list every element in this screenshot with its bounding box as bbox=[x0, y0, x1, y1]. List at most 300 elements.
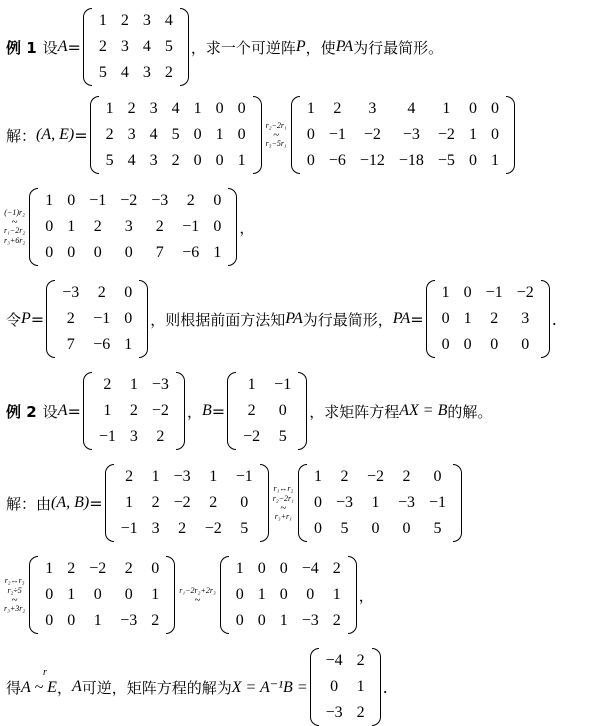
matrix-body bbox=[319, 648, 372, 726]
period: . bbox=[551, 309, 557, 329]
matrix-entry: 0 bbox=[45, 244, 54, 261]
matrix-entry: 2 bbox=[127, 100, 136, 117]
matrix-row bbox=[236, 424, 298, 450]
row-op-5 bbox=[179, 586, 215, 604]
matrix-entry: 3 bbox=[142, 64, 151, 81]
row-op-text: r₁−2r₂ bbox=[4, 226, 26, 235]
matrix-entry: 1 bbox=[209, 468, 218, 485]
matrix-entry: 0 bbox=[468, 152, 477, 169]
row-op-3 bbox=[273, 484, 294, 522]
equals-sign: = bbox=[410, 309, 424, 329]
matrix-entry: 1 bbox=[279, 612, 288, 629]
bracket-left bbox=[29, 188, 38, 266]
matrix-step-b3 bbox=[29, 556, 175, 634]
solution-2-line-1 bbox=[6, 464, 464, 542]
matrix-entry: 0 bbox=[124, 284, 133, 301]
matrix-body bbox=[92, 372, 176, 450]
example-2-task-2: 的解。 bbox=[447, 402, 493, 421]
matrix-entry: 4 bbox=[164, 12, 173, 29]
solution-2-lhs: (A, B) bbox=[51, 494, 90, 511]
matrix-entry: −2 bbox=[363, 126, 381, 143]
result-2-mid: 可逆，矩阵方程的解为 bbox=[81, 678, 232, 697]
matrix-row bbox=[92, 34, 180, 60]
matrix-entry: −2 bbox=[204, 520, 222, 537]
matrix-body bbox=[435, 280, 541, 358]
equation-AXB: AX = B bbox=[399, 402, 448, 419]
matrix-entry: 0 bbox=[215, 100, 224, 117]
symbol-PA: PA bbox=[285, 310, 303, 327]
solution-1-lhs: (A, E) bbox=[36, 126, 75, 143]
matrix-entry: 1 bbox=[306, 100, 315, 117]
matrix-entry: −1 bbox=[182, 218, 200, 235]
matrix-entry: 2 bbox=[171, 152, 180, 169]
matrix-entry: 3 bbox=[124, 218, 133, 235]
matrix-entry: 1 bbox=[103, 402, 112, 419]
matrix-entry: 0 bbox=[124, 586, 133, 603]
tilde: ~ bbox=[11, 594, 18, 606]
matrix-entry: 0 bbox=[521, 336, 530, 353]
bracket-right bbox=[253, 96, 262, 174]
matrix-entry: 0 bbox=[441, 310, 450, 327]
matrix-entry: 2 bbox=[402, 468, 411, 485]
matrix-entry: −2 bbox=[89, 560, 107, 577]
matrix-entry: 2 bbox=[247, 402, 256, 419]
tilde: ~ bbox=[280, 502, 287, 514]
matrix-entry: 3 bbox=[149, 152, 158, 169]
matrix-entry: 2 bbox=[155, 218, 164, 235]
row-op-text: r₃+3r₂ bbox=[4, 604, 26, 613]
example-2-pre: 设 bbox=[42, 402, 58, 421]
matrix-entry: 2 bbox=[151, 612, 160, 629]
matrix-row bbox=[435, 332, 541, 358]
bracket-right bbox=[139, 280, 148, 358]
matrix-entry: 5 bbox=[98, 64, 107, 81]
matrix-row bbox=[229, 582, 348, 608]
matrix-entry: 5 bbox=[240, 520, 249, 537]
row-equivalence: A ~ E bbox=[21, 679, 57, 696]
solution-X: X = A⁻¹B = bbox=[231, 679, 308, 696]
matrix-row bbox=[114, 516, 260, 542]
matrix-entry: −12 bbox=[359, 152, 385, 169]
bracket-left bbox=[220, 556, 229, 634]
matrix-row bbox=[435, 280, 541, 306]
matrix-row bbox=[55, 332, 139, 358]
matrix-entry: 1 bbox=[356, 678, 365, 695]
matrix-entry: 3 bbox=[149, 100, 158, 117]
matrix-entry: 2 bbox=[178, 520, 187, 537]
matrix-entry: −1 bbox=[429, 494, 447, 511]
matrix-row bbox=[38, 582, 166, 608]
solution-1-line-2 bbox=[2, 188, 254, 266]
bracket-right bbox=[506, 96, 515, 174]
matrix-entry: 0 bbox=[330, 678, 339, 695]
matrix-entry: 1 bbox=[235, 560, 244, 577]
matrix-entry: −6 bbox=[182, 244, 200, 261]
matrix-entry: 3 bbox=[127, 126, 136, 143]
bracket-left bbox=[90, 96, 99, 174]
matrix-row bbox=[99, 148, 253, 174]
matrix-entry: 4 bbox=[142, 38, 151, 55]
matrix-entry: 1 bbox=[124, 336, 133, 353]
matrix-P bbox=[46, 280, 148, 358]
matrix-entry: 0 bbox=[193, 126, 202, 143]
matrix-step-2 bbox=[291, 96, 515, 174]
matrix-entry: 0 bbox=[306, 152, 315, 169]
matrix-entry: −2 bbox=[366, 468, 384, 485]
matrix-entry: 3 bbox=[120, 38, 129, 55]
matrix-entry: 2 bbox=[490, 310, 499, 327]
example-1-pre: 设 bbox=[42, 38, 58, 57]
matrix-row bbox=[319, 700, 372, 726]
matrix-entry: 1 bbox=[151, 468, 160, 485]
matrix-entry: −3 bbox=[325, 704, 343, 721]
matrix-entry: 1 bbox=[490, 152, 499, 169]
matrix-entry: 2 bbox=[67, 560, 76, 577]
matrix-entry: 1 bbox=[332, 586, 341, 603]
example-1-title: 例 1 bbox=[6, 38, 37, 57]
matrix-row bbox=[114, 464, 260, 490]
matrix-entry: 5 bbox=[433, 520, 442, 537]
matrix-entry: 1 bbox=[257, 586, 266, 603]
matrix-row bbox=[307, 516, 453, 542]
symbol-A: A bbox=[57, 402, 68, 419]
bracket-right bbox=[166, 556, 175, 634]
bracket-left bbox=[291, 96, 300, 174]
matrix-entry: −1 bbox=[328, 126, 346, 143]
matrix-entry: 3 bbox=[368, 100, 377, 117]
matrix-entry: −3 bbox=[151, 376, 169, 393]
example-1-statement bbox=[6, 8, 443, 86]
matrix-entry: −4 bbox=[325, 652, 343, 669]
matrix-entry: 0 bbox=[67, 244, 76, 261]
solution-1-line-1 bbox=[6, 96, 517, 174]
matrix-row bbox=[38, 214, 228, 240]
matrix-entry: 5 bbox=[278, 428, 287, 445]
matrix-entry: 0 bbox=[468, 100, 477, 117]
matrix-entry: 0 bbox=[490, 100, 499, 117]
matrix-entry: 0 bbox=[151, 560, 160, 577]
comma: ， bbox=[186, 402, 202, 421]
symbol-A: A bbox=[57, 38, 68, 55]
row-op-text: r₁↔r₂ bbox=[273, 484, 294, 493]
matrix-entry: −6 bbox=[93, 336, 111, 353]
matrix-row bbox=[38, 556, 166, 582]
matrix-entry: −2 bbox=[516, 284, 534, 301]
matrix-entry: 2 bbox=[66, 310, 75, 327]
bracket-right bbox=[348, 556, 357, 634]
matrix-entry: 2 bbox=[332, 612, 341, 629]
bracket-left bbox=[298, 464, 307, 542]
matrix-entry: 1 bbox=[67, 586, 76, 603]
matrix-row bbox=[55, 306, 139, 332]
matrix-entry: −3 bbox=[62, 284, 80, 301]
bracket-right bbox=[298, 372, 307, 450]
matrix-row bbox=[38, 240, 228, 266]
matrix-entry: 1 bbox=[45, 560, 54, 577]
matrix-entry: −2 bbox=[120, 192, 138, 209]
matrix-row bbox=[319, 648, 372, 674]
matrix-entry: −1 bbox=[98, 428, 116, 445]
matrix-row bbox=[55, 280, 139, 306]
result-2-pre: 得 bbox=[6, 678, 22, 697]
matrix-step-b4 bbox=[220, 556, 357, 634]
matrix-entry: −3 bbox=[402, 126, 420, 143]
matrix-entry: 3 bbox=[142, 12, 151, 29]
matrix-PA bbox=[426, 280, 550, 358]
matrix-row bbox=[92, 372, 176, 398]
matrix-body bbox=[38, 188, 228, 266]
matrix-entry: 1 bbox=[125, 494, 134, 511]
matrix-entry: 5 bbox=[164, 38, 173, 55]
matrix-entry: 0 bbox=[313, 494, 322, 511]
matrix-entry: 1 bbox=[98, 12, 107, 29]
matrix-entry: 3 bbox=[151, 520, 160, 537]
matrix-step-3 bbox=[29, 188, 237, 266]
matrix-entry: 2 bbox=[93, 218, 102, 235]
matrix-row bbox=[92, 398, 176, 424]
matrix-entry: 5 bbox=[105, 152, 114, 169]
matrix-entry: 1 bbox=[193, 100, 202, 117]
matrix-entry: 1 bbox=[371, 494, 380, 511]
matrix-entry: −1 bbox=[235, 468, 253, 485]
matrix-entry: 0 bbox=[67, 612, 76, 629]
matrix-entry: 0 bbox=[213, 192, 222, 209]
matrix-entry: −5 bbox=[437, 152, 455, 169]
matrix-entry: −4 bbox=[301, 560, 319, 577]
matrix-entry: 0 bbox=[463, 284, 472, 301]
matrix-body bbox=[92, 8, 180, 86]
matrix-entry: 0 bbox=[257, 612, 266, 629]
matrix-entry: 2 bbox=[98, 38, 107, 55]
matrix-entry: 3 bbox=[129, 428, 138, 445]
matrix-body bbox=[229, 556, 348, 634]
matrix-entry: 0 bbox=[490, 336, 499, 353]
matrix-entry: 0 bbox=[306, 126, 315, 143]
symbol-A: A bbox=[71, 678, 82, 695]
matrix-entry: 0 bbox=[45, 586, 54, 603]
bracket-left bbox=[83, 8, 92, 86]
matrix-entry: 5 bbox=[340, 520, 349, 537]
matrix-entry: 0 bbox=[240, 494, 249, 511]
matrix-entry: 1 bbox=[105, 100, 114, 117]
matrix-entry: 2 bbox=[125, 468, 134, 485]
matrix-entry: 0 bbox=[45, 218, 54, 235]
matrix-row bbox=[114, 490, 260, 516]
matrix-entry: 0 bbox=[93, 586, 102, 603]
matrix-entry: −2 bbox=[151, 402, 169, 419]
row-op-text: r₁−2r₂+2r₃ bbox=[179, 586, 216, 595]
matrix-entry: −1 bbox=[120, 520, 138, 537]
matrix-entry: 2 bbox=[356, 652, 365, 669]
tilde: ~ bbox=[194, 594, 201, 606]
row-op-text: r₂÷5 bbox=[7, 586, 22, 595]
matrix-entry: 3 bbox=[521, 310, 530, 327]
matrix-entry: 2 bbox=[164, 64, 173, 81]
result-1-mid-2: 为行最简形， bbox=[302, 310, 393, 329]
example-1-task-1: ，求一个可逆阵 bbox=[190, 38, 296, 57]
row-op-text: r₂−2r₁ bbox=[265, 121, 287, 130]
example-2-title: 例 2 bbox=[6, 402, 37, 421]
row-op-text: (−1)r₂ bbox=[4, 208, 25, 217]
example-1-task-2: ，使 bbox=[305, 38, 336, 57]
equals-sign: = bbox=[30, 309, 45, 329]
matrix-entry: 0 bbox=[257, 560, 266, 577]
matrix-entry: 4 bbox=[407, 100, 416, 117]
solution-2-line-2 bbox=[2, 556, 374, 634]
matrix-row bbox=[307, 464, 453, 490]
row-op-text: r₃−5r₁ bbox=[265, 139, 287, 148]
matrix-entry: −3 bbox=[151, 192, 169, 209]
matrix-row bbox=[307, 490, 453, 516]
matrix-entry: 0 bbox=[490, 126, 499, 143]
matrix-row bbox=[229, 556, 348, 582]
matrix-entry: 0 bbox=[93, 244, 102, 261]
matrix-entry: 2 bbox=[103, 376, 112, 393]
matrix-entry: 4 bbox=[171, 100, 180, 117]
row-op-text: r₂−2r₁ bbox=[272, 494, 294, 503]
tilde: ~ bbox=[273, 129, 280, 141]
matrix-X bbox=[310, 648, 381, 726]
matrix-entry: 0 bbox=[235, 586, 244, 603]
matrix-row bbox=[236, 372, 298, 398]
matrix-entry: 1 bbox=[213, 244, 222, 261]
equals-sign: = bbox=[74, 125, 88, 145]
matrix-row bbox=[319, 674, 372, 700]
matrix-entry: −1 bbox=[93, 310, 111, 327]
matrix-entry: 4 bbox=[127, 152, 136, 169]
matrix-entry: 0 bbox=[193, 152, 202, 169]
matrix-A-1 bbox=[83, 8, 189, 86]
matrix-entry: 2 bbox=[120, 12, 129, 29]
symbol-P: P bbox=[21, 310, 31, 327]
matrix-entry: 2 bbox=[156, 428, 165, 445]
row-op-1 bbox=[266, 121, 287, 149]
matrix-entry: 5 bbox=[171, 126, 180, 143]
comma: ， bbox=[358, 586, 374, 605]
matrix-entry: 0 bbox=[306, 586, 315, 603]
matrix-entry: 2 bbox=[105, 126, 114, 143]
row-op-text: r₂↔r₃ bbox=[4, 576, 25, 585]
matrix-row bbox=[229, 608, 348, 634]
matrix-entry: 2 bbox=[97, 284, 106, 301]
matrix-body bbox=[99, 96, 253, 174]
matrix-entry: −1 bbox=[89, 192, 107, 209]
matrix-entry: −6 bbox=[328, 152, 346, 169]
equals-sign: = bbox=[211, 401, 226, 421]
matrix-entry: −18 bbox=[398, 152, 424, 169]
matrix-row bbox=[92, 424, 176, 450]
symbol-B: B bbox=[201, 402, 212, 419]
bracket-left bbox=[83, 372, 92, 450]
example-1-task-3: 为行最简形。 bbox=[353, 38, 444, 57]
matrix-entry: 7 bbox=[155, 244, 164, 261]
bracket-left bbox=[46, 280, 55, 358]
matrix-entry: 0 bbox=[279, 586, 288, 603]
matrix-row bbox=[300, 96, 506, 122]
matrix-body bbox=[38, 556, 166, 634]
bracket-right bbox=[228, 188, 237, 266]
matrix-entry: 2 bbox=[340, 468, 349, 485]
matrix-entry: −2 bbox=[243, 428, 261, 445]
matrix-entry: 1 bbox=[45, 192, 54, 209]
bracket-left bbox=[426, 280, 435, 358]
matrix-entry: 0 bbox=[463, 336, 472, 353]
result-1-pre: 令 bbox=[6, 310, 22, 329]
bracket-right bbox=[180, 8, 189, 86]
matrix-row bbox=[99, 122, 253, 148]
result-2 bbox=[6, 648, 388, 726]
row-op-2 bbox=[4, 208, 25, 246]
matrix-body bbox=[236, 372, 298, 450]
row-equivalence-r: r bbox=[43, 667, 47, 678]
matrix-entry: 4 bbox=[120, 64, 129, 81]
matrix-entry: −2 bbox=[437, 126, 455, 143]
matrix-entry: 0 bbox=[371, 520, 380, 537]
matrix-entry: 2 bbox=[333, 100, 342, 117]
matrix-entry: 0 bbox=[124, 244, 133, 261]
matrix-AB bbox=[105, 464, 269, 542]
matrix-entry: 0 bbox=[124, 310, 133, 327]
matrix-row bbox=[99, 96, 253, 122]
solution-2-label: 解：由 bbox=[6, 494, 52, 513]
matrix-body bbox=[55, 280, 139, 358]
matrix-entry: −1 bbox=[485, 284, 503, 301]
matrix-entry: 0 bbox=[45, 612, 54, 629]
matrix-row bbox=[435, 306, 541, 332]
matrix-entry: −3 bbox=[398, 494, 416, 511]
comma: ， bbox=[239, 218, 255, 237]
bracket-right bbox=[541, 280, 550, 358]
matrix-entry: 1 bbox=[468, 126, 477, 143]
matrix-entry: 2 bbox=[186, 192, 195, 209]
matrix-entry: 1 bbox=[237, 152, 246, 169]
bracket-right bbox=[372, 648, 381, 726]
matrix-row bbox=[92, 8, 180, 34]
matrix-entry: 2 bbox=[124, 560, 133, 577]
matrix-entry: 1 bbox=[151, 586, 160, 603]
matrix-entry: 1 bbox=[313, 468, 322, 485]
matrix-row bbox=[300, 148, 506, 174]
matrix-entry: 0 bbox=[433, 468, 442, 485]
matrix-body bbox=[114, 464, 260, 542]
matrix-entry: 2 bbox=[332, 560, 341, 577]
matrix-entry: 2 bbox=[129, 402, 138, 419]
matrix-entry: −2 bbox=[173, 494, 191, 511]
matrix-entry: −3 bbox=[173, 468, 191, 485]
matrix-entry: −3 bbox=[301, 612, 319, 629]
tilde: ~ bbox=[11, 216, 18, 228]
row-op-4 bbox=[4, 576, 25, 614]
matrix-entry: 0 bbox=[278, 402, 287, 419]
matrix-row bbox=[92, 60, 180, 86]
matrix-row bbox=[300, 122, 506, 148]
bracket-left bbox=[310, 648, 319, 726]
bracket-right bbox=[260, 464, 269, 542]
bracket-left bbox=[227, 372, 236, 450]
matrix-entry: 2 bbox=[209, 494, 218, 511]
matrix-entry: 1 bbox=[441, 284, 450, 301]
matrix-entry: −3 bbox=[120, 612, 138, 629]
symbol-P: P bbox=[295, 38, 306, 55]
matrix-entry: 1 bbox=[442, 100, 451, 117]
equals-sign: = bbox=[67, 401, 81, 421]
matrix-body bbox=[307, 464, 453, 542]
matrix-row bbox=[236, 398, 298, 424]
matrix-entry: 1 bbox=[93, 612, 102, 629]
matrix-entry: 0 bbox=[237, 100, 246, 117]
matrix-entry: 0 bbox=[235, 612, 244, 629]
matrix-body bbox=[300, 96, 506, 174]
